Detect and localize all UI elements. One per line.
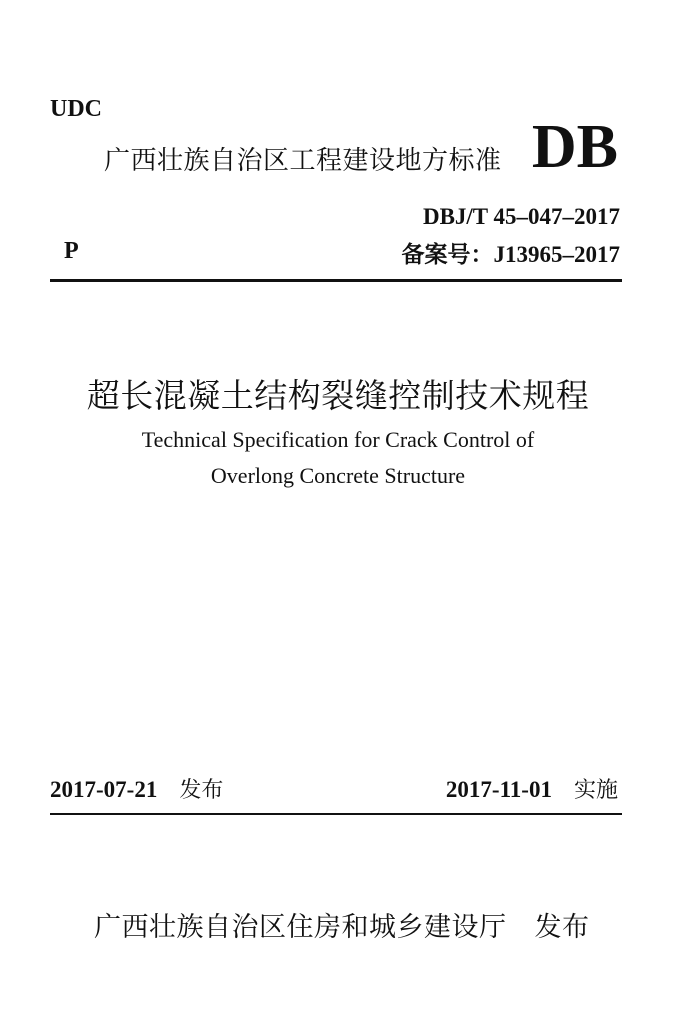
udc-label: UDC xyxy=(50,96,102,122)
top-divider xyxy=(50,279,622,282)
document-title-english-line1: Technical Specification for Crack Control of xyxy=(141,427,535,452)
document-title-english-line2: Overlong Concrete Structure xyxy=(210,463,466,488)
record-number: 备案号：J13965–2017 xyxy=(401,242,620,267)
category-mark: P xyxy=(64,238,79,264)
standard-code: DBJ/T 45–047–2017 xyxy=(422,204,620,229)
publish-date-block xyxy=(50,773,223,804)
issuing-authority-heading: 广西壮族自治区工程建设地方标准 xyxy=(104,146,502,176)
issuer-name: 广西壮族自治区住房和城乡建设厅 xyxy=(94,912,507,943)
publish-word: 发布 xyxy=(179,778,224,803)
document-title-chinese: 超长混凝土结构裂缝控制技术规程 xyxy=(86,376,590,415)
publish-date: 2017-07-21 xyxy=(50,777,158,802)
bottom-divider xyxy=(50,813,622,815)
db-standard-mark: DB xyxy=(531,113,618,181)
implement-date-block xyxy=(446,773,618,804)
implement-word: 实施 xyxy=(573,778,618,803)
issuer-action: 发布 xyxy=(534,912,590,943)
implement-date: 2017-11-01 xyxy=(445,777,552,802)
issuer-block xyxy=(94,905,590,944)
